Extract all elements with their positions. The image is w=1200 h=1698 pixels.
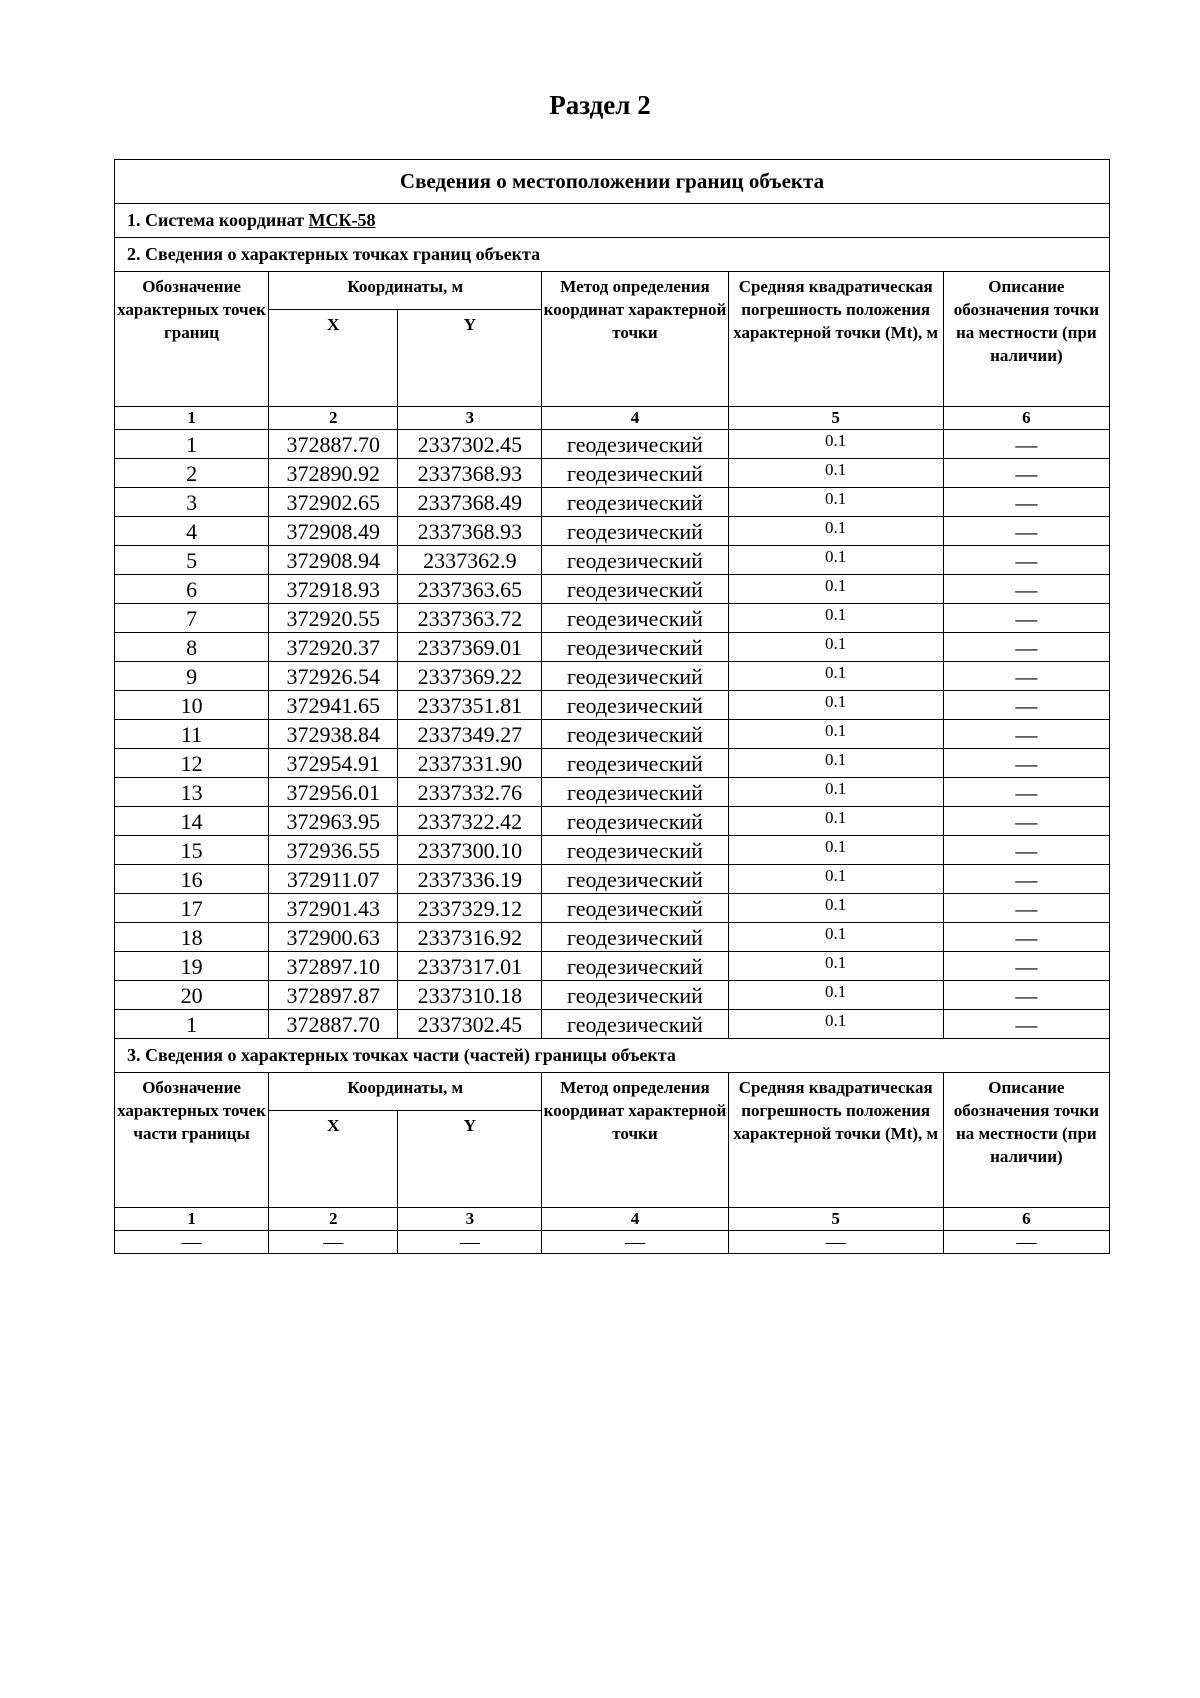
table-row [115,749,1110,778]
boundary-table [114,159,1110,1254]
table-row [115,952,1110,981]
empty-cell: — [943,1231,1109,1254]
point-cell: 11 [115,720,269,749]
error-cell: 0.1 [728,894,943,923]
x-cell: 372920.37 [269,633,398,662]
y-cell: 2337368.93 [398,517,542,546]
method-cell: геодезический [542,807,728,836]
method-cell: геодезический [542,517,728,546]
column-number: 1 [115,1208,269,1231]
error-cell: 0.1 [728,604,943,633]
description-cell: — [943,981,1109,1010]
header-y: Y [398,310,542,407]
column-number: 5 [728,1208,943,1231]
table-row [115,459,1110,488]
description-cell: — [943,952,1109,981]
section3-row [115,1039,1110,1073]
x-cell: 372920.55 [269,604,398,633]
section1-label: 1. Система координат [127,210,304,230]
method-cell: геодезический [542,720,728,749]
description-cell: — [943,459,1109,488]
table-row [115,517,1110,546]
table-row [115,894,1110,923]
error-cell: 0.1 [728,749,943,778]
method-cell: геодезический [542,633,728,662]
description-cell: — [943,836,1109,865]
y-cell: 2337368.49 [398,488,542,517]
error-cell: 0.1 [728,981,943,1010]
point-cell: 12 [115,749,269,778]
error-cell: 0.1 [728,662,943,691]
x-cell: 372901.43 [269,894,398,923]
x-cell: 372900.63 [269,923,398,952]
section3-label: 3. Сведения о характерных точках части (частей) границы объекта [115,1039,1110,1073]
description-cell: — [943,633,1109,662]
coordinate-system-label [115,204,1110,238]
y-cell: 2337336.19 [398,865,542,894]
table-row [115,575,1110,604]
error-cell: 0.1 [728,778,943,807]
error-cell: 0.1 [728,546,943,575]
y-cell: 2337302.45 [398,1010,542,1039]
x-cell: 372902.65 [269,488,398,517]
description-cell: — [943,749,1109,778]
table-row [115,662,1110,691]
description-cell: — [943,604,1109,633]
method-cell: геодезический [542,1010,728,1039]
point-cell: 1 [115,430,269,459]
section3-empty-row [115,1231,1110,1254]
table-row [115,836,1110,865]
empty-cell: — [115,1231,269,1254]
column-number: 2 [269,1208,398,1231]
error-cell: 0.1 [728,517,943,546]
description-cell: — [943,778,1109,807]
y-cell: 2337363.72 [398,604,542,633]
method-cell: геодезический [542,459,728,488]
table-row [115,691,1110,720]
y-cell: 2337329.12 [398,894,542,923]
y-cell: 2337368.93 [398,459,542,488]
error-cell: 0.1 [728,691,943,720]
section1-row [115,204,1110,238]
method-cell: геодезический [542,691,728,720]
header-method: Метод определения координат характерной точки [542,1073,728,1208]
point-cell: 5 [115,546,269,575]
table-row [115,604,1110,633]
table-row [115,488,1110,517]
error-cell: 0.1 [728,836,943,865]
description-cell: — [943,488,1109,517]
header-x: X [269,310,398,407]
point-cell: 2 [115,459,269,488]
table-title-row [115,160,1110,204]
error-cell: 0.1 [728,807,943,836]
y-cell: 2337351.81 [398,691,542,720]
table-row [115,807,1110,836]
table-row [115,546,1110,575]
table-title: Сведения о местоположении границ объекта [115,160,1110,204]
point-cell: 8 [115,633,269,662]
point-cell: 20 [115,981,269,1010]
y-cell: 2337302.45 [398,430,542,459]
method-cell: геодезический [542,575,728,604]
empty-cell: — [728,1231,943,1254]
y-cell: 2337349.27 [398,720,542,749]
point-cell: 16 [115,865,269,894]
coordinate-system-value: МСК-58 [308,210,376,230]
point-cell: 10 [115,691,269,720]
column-number: 3 [398,407,542,430]
point-cell: 18 [115,923,269,952]
column-number: 5 [728,407,943,430]
error-cell: 0.1 [728,923,943,952]
description-cell: — [943,807,1109,836]
header-point: Обозначение характерных точек части границы [115,1073,269,1208]
y-cell: 2337322.42 [398,807,542,836]
description-cell: — [943,430,1109,459]
x-cell: 372908.49 [269,517,398,546]
y-cell: 2337369.01 [398,633,542,662]
column-number: 6 [943,407,1109,430]
table-row [115,430,1110,459]
description-cell: — [943,691,1109,720]
header-coords: Координаты, м [269,272,542,310]
section2-row [115,238,1110,272]
x-cell: 372887.70 [269,430,398,459]
method-cell: геодезический [542,778,728,807]
column-number: 4 [542,407,728,430]
column-number: 2 [269,407,398,430]
method-cell: геодезический [542,604,728,633]
x-cell: 372897.87 [269,981,398,1010]
page-title: Раздел 2 [549,90,651,120]
point-cell: 13 [115,778,269,807]
error-cell: 0.1 [728,865,943,894]
x-cell: 372941.65 [269,691,398,720]
y-cell: 2337331.90 [398,749,542,778]
description-cell: — [943,575,1109,604]
header-coords: Координаты, м [269,1073,542,1111]
section3-column-numbers [115,1208,1110,1231]
description-cell: — [943,923,1109,952]
x-cell: 372963.95 [269,807,398,836]
point-cell: 3 [115,488,269,517]
x-cell: 372938.84 [269,720,398,749]
method-cell: геодезический [542,923,728,952]
table-row [115,865,1110,894]
method-cell: геодезический [542,488,728,517]
x-cell: 372887.70 [269,1010,398,1039]
error-cell: 0.1 [728,430,943,459]
error-cell: 0.1 [728,575,943,604]
column-number: 3 [398,1208,542,1231]
y-cell: 2337369.22 [398,662,542,691]
header-description: Описание обозначения точки на местности (при наличии) [943,1073,1109,1208]
point-cell: 6 [115,575,269,604]
empty-cell: — [398,1231,542,1254]
method-cell: геодезический [542,662,728,691]
point-cell: 9 [115,662,269,691]
description-cell: — [943,1010,1109,1039]
y-cell: 2337310.18 [398,981,542,1010]
header-x: X [269,1111,398,1208]
method-cell: геодезический [542,952,728,981]
header-error: Средняя квадратическая погрешность положения характерной точки (Mt), м [728,272,943,407]
point-cell: 19 [115,952,269,981]
point-cell: 17 [115,894,269,923]
description-cell: — [943,546,1109,575]
method-cell: геодезический [542,981,728,1010]
y-cell: 2337300.10 [398,836,542,865]
error-cell: 0.1 [728,952,943,981]
method-cell: геодезический [542,749,728,778]
method-cell: геодезический [542,836,728,865]
x-cell: 372908.94 [269,546,398,575]
description-cell: — [943,865,1109,894]
method-cell: геодезический [542,430,728,459]
header-point: Обозначение характерных точек границ [115,272,269,407]
column-number: 4 [542,1208,728,1231]
point-cell: 7 [115,604,269,633]
x-cell: 372936.55 [269,836,398,865]
error-cell: 0.1 [728,1010,943,1039]
table-row [115,633,1110,662]
x-cell: 372954.91 [269,749,398,778]
empty-cell: — [269,1231,398,1254]
x-cell: 372890.92 [269,459,398,488]
x-cell: 372926.54 [269,662,398,691]
empty-cell: — [542,1231,728,1254]
description-cell: — [943,894,1109,923]
table-row [115,720,1110,749]
point-cell: 4 [115,517,269,546]
point-cell: 14 [115,807,269,836]
section2-header-row [115,272,1110,310]
table-row [115,923,1110,952]
error-cell: 0.1 [728,488,943,517]
method-cell: геодезический [542,546,728,575]
table-row [115,1010,1110,1039]
x-cell: 372918.93 [269,575,398,604]
header-y: Y [398,1111,542,1208]
y-cell: 2337317.01 [398,952,542,981]
section2-label: 2. Сведения о характерных точках границ объекта [115,238,1110,272]
header-method: Метод определения координат характерной точки [542,272,728,407]
section2-column-numbers [115,407,1110,430]
error-cell: 0.1 [728,633,943,662]
section3-header-row [115,1073,1110,1111]
error-cell: 0.1 [728,720,943,749]
x-cell: 372911.07 [269,865,398,894]
x-cell: 372897.10 [269,952,398,981]
description-cell: — [943,720,1109,749]
point-cell: 1 [115,1010,269,1039]
table-row [115,778,1110,807]
y-cell: 2337316.92 [398,923,542,952]
description-cell: — [943,517,1109,546]
description-cell: — [943,662,1109,691]
method-cell: геодезический [542,894,728,923]
x-cell: 372956.01 [269,778,398,807]
point-cell: 15 [115,836,269,865]
error-cell: 0.1 [728,459,943,488]
y-cell: 2337332.76 [398,778,542,807]
method-cell: геодезический [542,865,728,894]
table-row [115,981,1110,1010]
header-description: Описание обозначения точки на местности (при наличии) [943,272,1109,407]
column-number: 1 [115,407,269,430]
header-error: Средняя квадратическая погрешность положения характерной точки (Mt), м [728,1073,943,1208]
column-number: 6 [943,1208,1109,1231]
y-cell: 2337363.65 [398,575,542,604]
y-cell: 2337362.9 [398,546,542,575]
